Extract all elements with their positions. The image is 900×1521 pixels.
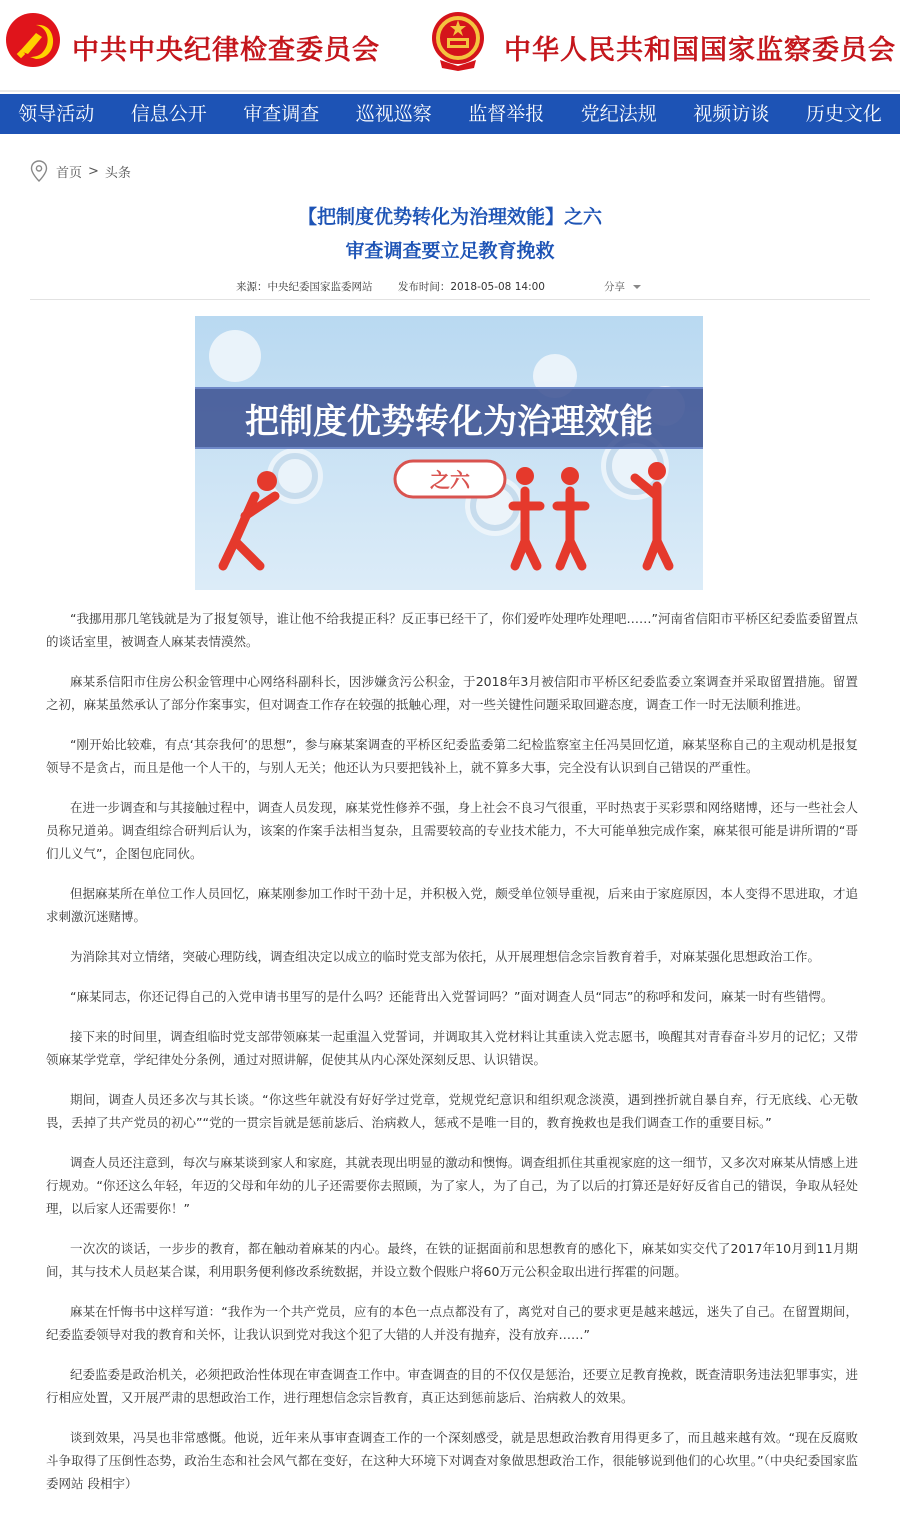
party-emblem-icon[interactable] (6, 13, 60, 67)
site-name-ccdi[interactable]: 中共中央纪律检查委员会 (72, 35, 380, 66)
article-title-line2: 审查调查要立足教育挽救 (345, 240, 555, 262)
article-paragraph: 但据麻某所在单位工作人员回忆，麻某刚参加工作时干劲十足，并积极入党，颇受单位领导重视，后来由于家庭原因，本人变得不思进取，才追求刺激沉迷赌博。 (46, 886, 858, 924)
site-name-nsc[interactable]: 中华人民共和国国家监察委员会 (504, 35, 896, 66)
article-paragraph: 接下来的时间里，调查组临时党支部带领麻某一起重温入党誓词，并调取其入党材料让其重读入党志愿书，唤醒其对青春奋斗岁月的记忆；又带领麻某学党章，学纪律处分条例，通过对照讲解，促使其从内心深处深刻反思、认识错误。 (46, 1029, 858, 1067)
article-paragraph: 麻某在忏悔书中这样写道：“我作为一个共产党员，应有的本色一点点都没有了，离党对自己的要求更是越来越远，迷失了自己。在留置期间，纪委监委领导对我的教育和关怀，让我认识到党对我这个犯了大错的人并没有抛弃，没有放弃……” (46, 1304, 858, 1342)
article-paragraph: 谈到效果，冯昊也非常感慨。他说，近年来从事审查调查工作的一个深刻感受，就是思想政治教育用得更多了，而且越来越有效。“现在反腐败斗争取得了压倒性态势，政治生态和社会风气都在变好，在这种大环境下对调查对象做思想政治工作，很能够说到他们的心坎里。”（中央纪委国家监委网站 段相宇） (46, 1430, 858, 1491)
article-source: 来源：中央纪委国家监委网站 (236, 281, 373, 293)
article-paragraph: 为消除其对立情绪，突破心理防线，调查组决定以成立的临时党支部为依托，从开展理想信念宗旨教育着手，对麻某强化思想政治工作。 (70, 949, 821, 964)
national-emblem-icon[interactable] (430, 10, 486, 72)
breadcrumb-current[interactable]: 头条 (104, 165, 131, 181)
article-paragraph: 期间，调查人员还多次与其长谈。“你这些年就没有好好学过党章，党规党纪意识和组织观念淡漠，遇到挫折就自暴自弃，行无底线、心无敬畏，丢掉了共产党员的初心”“党的一贯宗旨就是惩前毖后、治病救人，惩戒不是唯一目的，教育挽救也是我们调查工作的重要目标。” (46, 1092, 858, 1130)
article-title-line1: 【把制度优势转化为治理效能】之六 (297, 206, 602, 228)
article-banner-image (195, 316, 703, 590)
nav-item-regulations[interactable]: 党纪法规 (580, 103, 657, 125)
divider (30, 299, 870, 300)
share-label: 分享 (604, 281, 625, 293)
nav-item-history[interactable]: 历史文化 (805, 103, 882, 125)
location-pin-icon (30, 160, 48, 182)
nav-item-investigation[interactable]: 审查调查 (243, 103, 320, 125)
article-paragraph: 一次次的谈话，一步步的教育，都在触动着麻某的内心。最终，在铁的证据面前和思想教育的感化下，麻某如实交代了2017年10月到11月期间，其与技术人员赵某合谋，利用职务便利修改系统数据，并设立数个假账户将60万元公积金取出进行挥霍的问题。 (46, 1241, 858, 1279)
article-body (46, 607, 858, 1512)
article-paragraph: “我挪用那几笔钱就是为了报复领导，谁让他不给我提正科？反正事已经干了，你们爱咋处理咋处理吧……”河南省信阳市平桥区纪委监委留置点的谈话室里，被调查人麻某表情漠然。 (46, 611, 858, 649)
site-header (0, 0, 900, 92)
nav-item-video[interactable]: 视频访谈 (693, 103, 770, 125)
breadcrumb-home[interactable]: 首页 (56, 165, 83, 181)
share-button[interactable] (604, 279, 642, 294)
nav-item-inspection[interactable]: 巡视巡察 (355, 103, 432, 125)
banner-subtitle: 之六 (430, 468, 470, 492)
nav-item-leadership[interactable]: 领导活动 (18, 103, 95, 125)
article-paragraph: “麻某同志，你还记得自己的入党申请书里写的是什么吗？还能背出入党誓词吗？”面对调查人员“同志”的称呼和发问，麻某一时有些错愕。 (70, 989, 834, 1004)
article-paragraph: 调查人员还注意到，每次与麻某谈到家人和家庭，其就表现出明显的激动和懊悔。调查组抓住其重视家庭的这一细节，又多次对麻某从情感上进行规劝。“你还这么年轻，年迈的父母和年幼的儿子还需要你去照顾，为了家人，为了自己，为了以后的打算还是好好反省自己的错误，争取从轻处理，以后家人还需要你！” (46, 1155, 858, 1216)
breadcrumb (30, 158, 137, 184)
article-paragraph: 麻某系信阳市住房公积金管理中心网络科副科长，因涉嫌贪污公积金，于2018年3月被信阳市平桥区纪委监委立案调查并采取留置措施。留置之初，麻某虽然承认了部分作案事实，但对调查工作存在较强的抵触心理，对一些关键性问题采取回避态度，调查工作一时无法顺利推进。 (46, 674, 858, 712)
breadcrumb-separator: > (88, 163, 99, 179)
chevron-down-icon (632, 283, 642, 291)
nav-item-report[interactable]: 监督举报 (468, 103, 545, 125)
article-paragraph: 纪委监委是政治机关，必须把政治性体现在审查调查工作中。审查调查的目的不仅仅是惩治，还要立足教育挽救，既查清职务违法犯罪事实，进行相应处置，又开展严肃的思想政治工作，进行理想信念宗旨教育，真正达到惩前毖后、治病救人的效果。 (46, 1367, 858, 1405)
main-nav (0, 94, 900, 134)
article-paragraph: “刚开始比较难，有点‘其奈我何’的思想”，参与麻某案调查的平桥区纪委监委第二纪检监察室主任冯昊回忆道，麻某坚称自己的主观动机是报复领导不是贪占，而且是他一个人干的，与别人无关；他还认为只要把钱补上，就不算多大事，完全没有认识到自己错误的严重性。 (46, 737, 858, 775)
nav-item-info-disclosure[interactable]: 信息公开 (130, 103, 207, 125)
article-publish-time: 发布时间：2018-05-08 14:00 (397, 281, 545, 293)
article-paragraph: 在进一步调查和与其接触过程中，调查人员发现，麻某党性修养不强，身上社会不良习气很重，平时热衷于买彩票和网络赌博，还与一些社会人员称兄道弟。调查组综合研判后认为，该案的作案手法相当复杂，且需要较高的专业技术能力，不大可能单独完成作案，麻某很可能是讲所谓的“哥们儿义气”，企图包庇同伙。 (46, 800, 858, 861)
banner-title: 把制度优势转化为治理效能 (245, 402, 653, 442)
article-meta (236, 279, 567, 294)
